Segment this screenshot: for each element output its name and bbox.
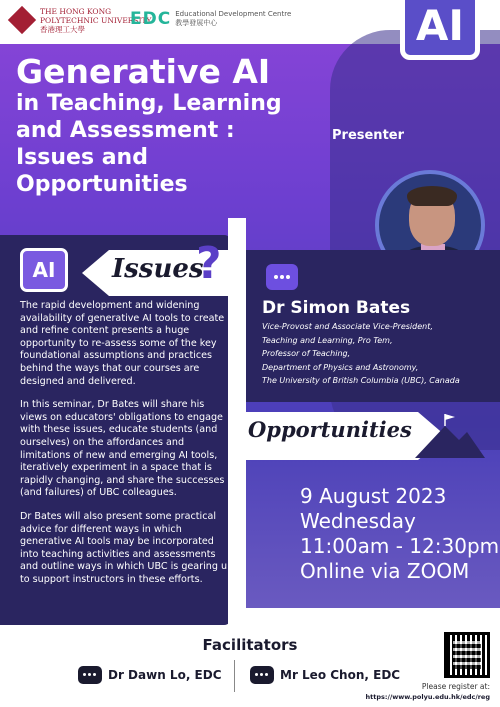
event-venue: Online via ZOOM xyxy=(300,559,470,583)
edc-mark: EDC xyxy=(130,9,172,29)
issues-label: Issues xyxy=(112,254,204,284)
chat-bubble-icon xyxy=(78,666,102,684)
chat-bubble-icon xyxy=(250,666,274,684)
edc-name: Educational Development Centre 教學發展中心 xyxy=(175,10,292,27)
chat-bubble-icon xyxy=(266,264,298,290)
description-paragraph: In this seminar, Dr Bates will share his views on educators' obligations to engage with these issues, educate students (and ourselves) on the affordances and limitations of new and emerging AI tools, iteratively experiment in a space that is rapidly changing, and share the successes (and failures) of UBC colleagues. xyxy=(20,399,225,499)
polyu-emblem-icon xyxy=(8,6,36,34)
facilitator-2: Mr Leo Chon, EDC xyxy=(250,666,400,684)
edc-logo xyxy=(130,9,291,29)
facilitator-1: Dr Dawn Lo, EDC xyxy=(78,666,222,684)
opportunities-label: Opportunities xyxy=(248,417,412,442)
divider xyxy=(234,660,235,692)
description-paragraph: The rapid development and widening availability of generative AI tools to create and refine content presents a huge opportunity to re-assess some of the key foundational assumptions and practices behind the ways that our courses are designed and delivered. xyxy=(20,300,225,387)
presenter-roles: Vice-Provost and Associate Vice-President, Teaching and Learning, Pro Tem, Professor of Teaching, Department of Physics and Astronomy, The University of British Columbia (UBC), Canada xyxy=(262,322,460,385)
seminar-description xyxy=(20,300,234,597)
presenter-name: Dr Simon Bates xyxy=(262,298,411,318)
presenter-label: Presenter xyxy=(332,128,405,143)
facilitators-heading: Facilitators xyxy=(202,636,298,654)
event-day: Wednesday xyxy=(300,509,416,533)
registration-info: Please register at: https://www.polyu.edu.hk/edc/reg xyxy=(365,682,490,701)
page-title: Generative AI in Teaching, Learning and Assessment : Issues and Opportunities xyxy=(16,52,282,197)
description-paragraph: Dr Bates will also present some practical advice for different ways in which generative AI tools may be incorporated into teaching activities and assessments and outline ways in which UBC is gearing up to support instructors in these efforts. xyxy=(20,510,234,585)
ai-chip-icon: AI xyxy=(400,0,480,60)
polyu-name: THE HONG KONG POLYTECHNIC UNIVERSITY 香港理工大學 xyxy=(40,6,152,34)
registration-link[interactable]: https://www.polyu.edu.hk/edc/reg xyxy=(365,693,490,701)
event-date: 9 August 2023 xyxy=(300,484,447,508)
ai-chip-small-icon: AI xyxy=(20,248,68,292)
event-time: 11:00am - 12:30pm xyxy=(300,534,500,558)
question-mark-icon: ? xyxy=(196,238,222,289)
mountain-flag-icon xyxy=(415,414,485,460)
event-details xyxy=(300,484,499,584)
registration-qr-code[interactable] xyxy=(444,632,490,678)
